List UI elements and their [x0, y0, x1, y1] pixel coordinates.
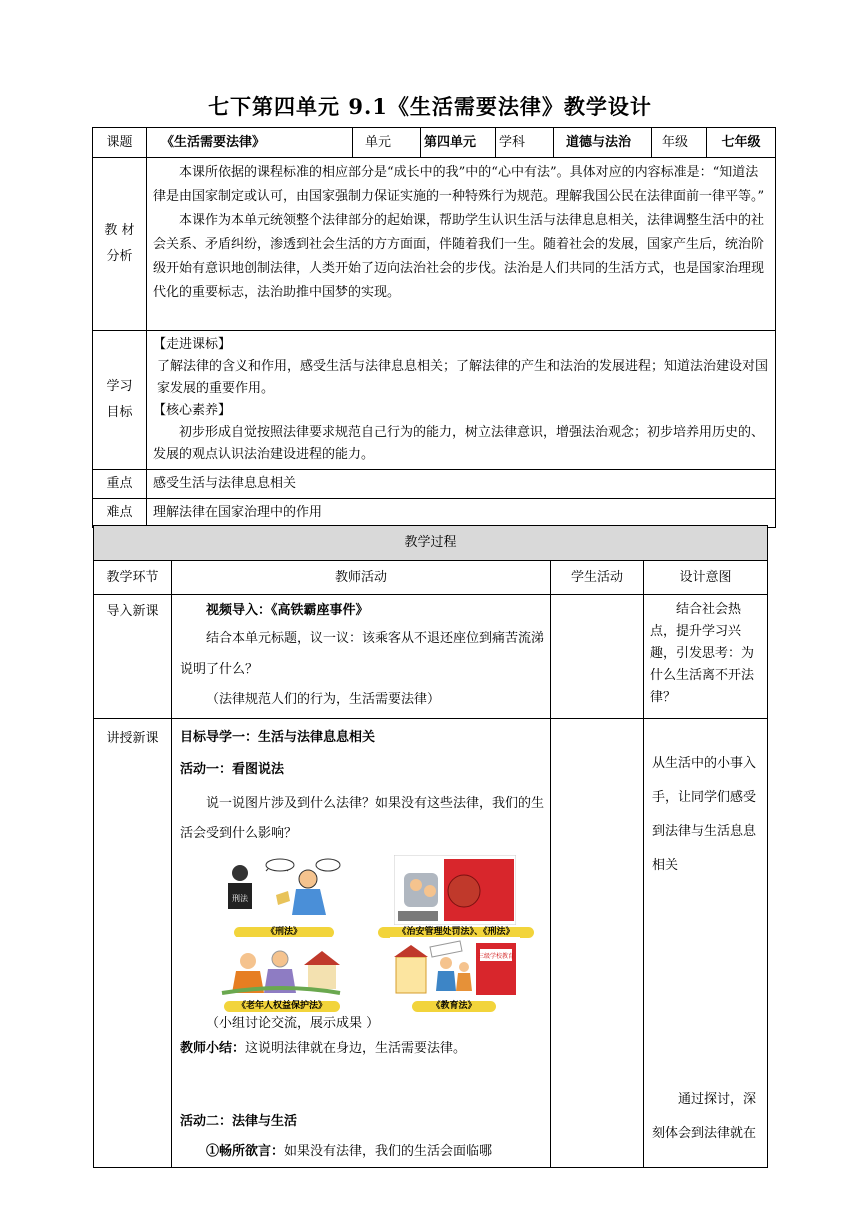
goals-heading-literacy: 【核心素养】 [153, 403, 232, 418]
analysis-label-line1: 教 材 [104, 223, 135, 238]
topic-value: 《生活需要法律》 [147, 128, 353, 158]
education-law-illustration [390, 937, 520, 999]
intro-student-activity [551, 595, 644, 719]
intro-video-title: 视频导入：《高铁霸座事件》 [206, 603, 369, 618]
new-intent-1: 从生活中的小事入手，让同学们感受到法律与生活息息相关 [652, 756, 757, 873]
new-intent-cell [644, 719, 768, 1168]
pic-label-elderly-rights-law: 《老年人权益保护法》 [224, 1001, 340, 1012]
col-stage-header: 教学环节 [94, 561, 172, 595]
activity1-question: 说一说图片涉及到什么法律？如果没有这些法律，我们的生活会受到什么影响？ [180, 796, 545, 841]
col-student-header: 学生活动 [551, 561, 644, 595]
pic-label-criminal-law: 《刑法》 [234, 927, 334, 938]
goals-content [147, 331, 776, 470]
goals-label-line2: 目标 [106, 405, 133, 420]
teaching-process-table [93, 525, 768, 1168]
teacher-summary-text: 这说明法律就在身边，生活需要法律。 [245, 1041, 467, 1056]
analysis-content [147, 158, 776, 331]
goal1-heading: 目标导学一：生活与法律息息相关 [180, 730, 376, 745]
new-intent-2: 通过探讨，深刻体会到法律就在 [652, 1092, 757, 1141]
pic-text-criminal-law: 刑法 [232, 894, 248, 903]
subject-value: 道德与法治 [554, 128, 652, 158]
col-teacher-header: 教师活动 [172, 561, 551, 595]
process-header: 教学过程 [94, 526, 768, 561]
subject-label: 学科 [496, 128, 554, 158]
goals-label [93, 331, 147, 470]
activity2-question [180, 1137, 544, 1167]
intro-intent: 结合社会热点，提升学习兴趣，引发思考：为什么生活离不开法律？ [650, 602, 755, 705]
new-stage: 讲授新课 [94, 719, 172, 1168]
analysis-label [93, 158, 147, 331]
teacher-summary [180, 1037, 544, 1061]
goals-heading-standard: 【走进课标】 [153, 337, 232, 352]
activity1-heading: 活动一：看图说法 [180, 762, 285, 777]
law-pictures [216, 855, 536, 1011]
key-content: 感受生活与法律息息相关 [147, 470, 776, 499]
group-discussion-note: （小组讨论交流，展示成果 ） [206, 1016, 380, 1031]
unit-value: 第四单元 [421, 128, 496, 158]
activity2-question-label: ①畅所欲言： [206, 1144, 285, 1159]
key-label: 重点 [93, 470, 147, 499]
public-security-law-illustration [394, 855, 516, 925]
activity2-heading: 活动二：法律与生活 [180, 1114, 298, 1129]
intro-question: 结合本单元标题，议一议：该乘客从不退还座位到痛苦流涕说明了什么？ [180, 631, 545, 677]
intro-teacher-activity [172, 595, 551, 719]
analysis-paragraph-1: 本课所依据的课程标准的相应部分是“成长中的我”中的“心中有法”。具体对应的内容标准是：“知道法律是由国家制定或认可，由国家强制力保证实施的一种特殊行为规范。理解我国公民在法律面前一律平等。” [153, 165, 765, 204]
grade-value: 七年级 [707, 128, 776, 158]
unit-label: 单元 [353, 128, 421, 158]
topic-label: 课题 [93, 128, 147, 158]
lesson-info-table [92, 127, 776, 528]
analysis-label-line2: 分析 [106, 249, 133, 264]
new-student-activity [551, 719, 644, 1168]
criminal-law-illustration [216, 855, 346, 925]
analysis-paragraph-2: 本课作为本单元统领整个法律部分的起始课，帮助学生认识生活与法律息息相关，法律调整生活中的社会关系、矛盾纠纷，渗透到社会生活的方方面面，伴随着我们一生。随着社会的发展，国家产生后，统治阶级开始有意识地创制法律，人类开始了迈向法治社会的步伐。法治是人们共同的生活方式，也是国家治理现代化的重要标志，法治助推中国梦的实现。 [153, 213, 765, 300]
intro-stage: 导入新课 [94, 595, 172, 719]
elderly-rights-law-illustration [218, 937, 342, 999]
pic-label-education-law: 《教育法》 [412, 1001, 496, 1012]
intro-answer: （法律规范人们的行为，生活需要法律） [206, 692, 441, 707]
col-intent-header: 设计意图 [644, 561, 768, 595]
difficult-content: 理解法律在国家治理中的作用 [147, 499, 776, 528]
difficult-label: 难点 [93, 499, 147, 528]
intro-intent-cell [644, 595, 768, 719]
goals-paragraph-1: 了解法律的含义和作用，感受生活与法律息息相关；了解法律的产生和法治的发展进程；知道法治建设对国家发展的重要作用。 [157, 359, 769, 396]
document-title: 七下第四单元 9.1《生活需要法律》教学设计 [208, 94, 652, 119]
grade-label: 年级 [652, 128, 707, 158]
goals-label-line1: 学习 [106, 379, 133, 394]
pic-label-public-security-law: 《治安管理处罚法》、《刑法》 [378, 927, 534, 938]
new-teacher-activity [172, 719, 551, 1168]
teacher-summary-label: 教师小结： [180, 1041, 246, 1056]
goals-paragraph-2: 初步形成自觉按照法律要求规范自己行为的能力，树立法律意识，增强法治观念；初步培养用历史的、发展的观点认识法治建设进程的能力。 [153, 425, 765, 462]
activity2-question-text: 如果没有法律，我们的生活会面临哪 [284, 1144, 493, 1159]
pic-text-school-sign: 三级学校教育 [477, 953, 515, 960]
